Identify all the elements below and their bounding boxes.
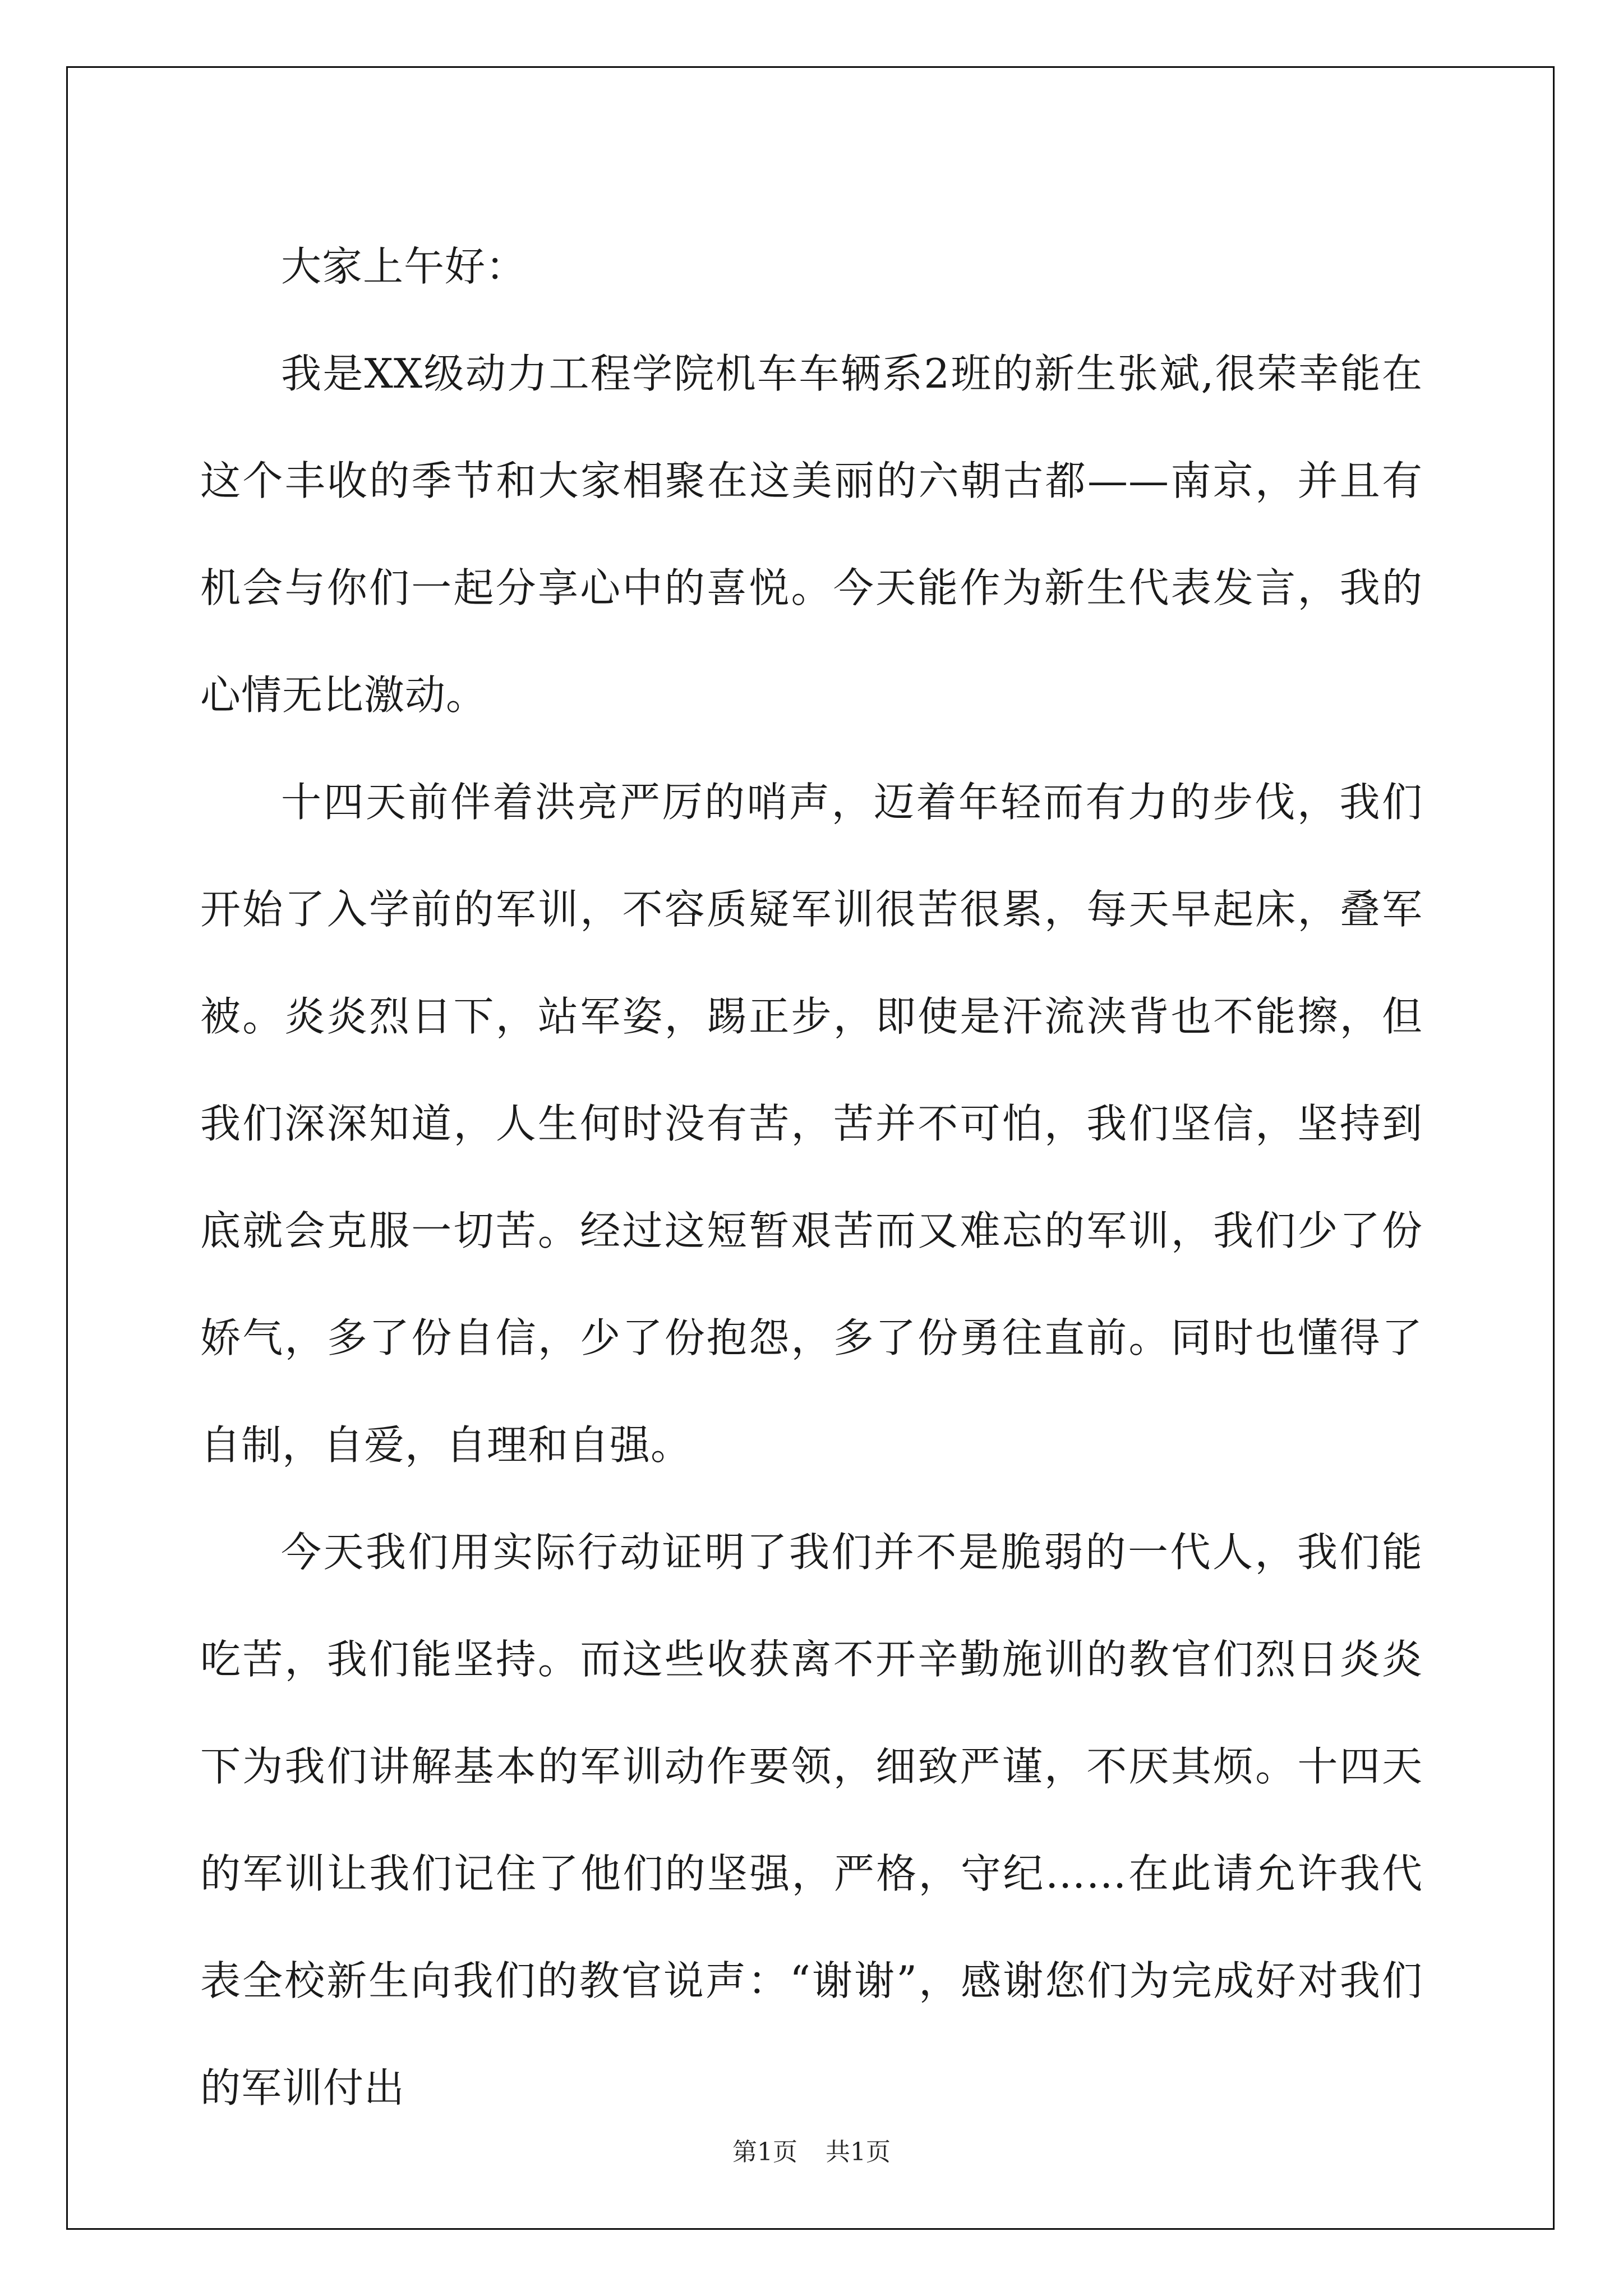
military-training-paragraph: 十四天前伴着洪亮严厉的哨声，迈着年轻而有力的步伐，我们开始了入学前的军训，不容质疑军训很苦很累，每天早起床，叠军被。炎炎烈日下，站军姿，踢正步，即使是汗流浃背也不能擦，但我们深深知道，人生何时没有苦，苦并不可怕，我们坚信，坚持到底就会克服一切苦。经过这短暂艰苦而又难忘的军训，我们少了份娇气，多了份自信，少了份抱怨，多了份勇往直前。同时也懂得了自制，自爱，自理和自强。	[200, 779, 1423, 1469]
thanks-paragraph: 今天我们用实际行动证明了我们并不是脆弱的一代人，我们能吃苦，我们能坚持。而这些收获离不开辛勤施训的教官们烈日炎炎下为我们讲解基本的军训动作要领，细致严谨，不厌其烦。十四天的军训让我们记住了他们的坚强，严格，守纪……在此请允许我代表全校新生向我们的教官说声：“谢谢”，感谢您们为完成好对我们的军训付出	[200, 1529, 1423, 2111]
page-number: 第1页	[732, 2138, 797, 2166]
page-footer	[0, 2132, 1623, 2168]
greeting-paragraph: 大家上午好：	[281, 243, 527, 290]
document-body	[200, 213, 1423, 2142]
introduction-paragraph: 我是XX级动力工程学院机车车辆系2班的新生张斌,很荣幸能在这个丰收的季节和大家相聚在这美丽的六朝古都——南京，并且有机会与你们一起分享心中的喜悦。今天能作为新生代表发言，我的心情无比激动。	[200, 350, 1423, 719]
page-total: 共1页	[826, 2138, 891, 2166]
